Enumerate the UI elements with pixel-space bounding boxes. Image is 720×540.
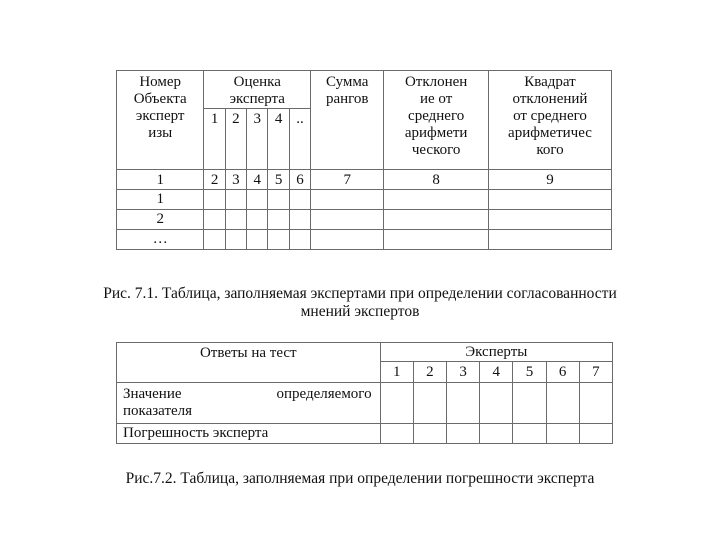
caption-line: мнений экспертов [300, 303, 420, 320]
expert-number-cell: 3 [446, 362, 479, 383]
header-squared-deviation: Квадрат отклонений от среднего арифметичес кого [488, 71, 611, 170]
row-label: 2 [117, 210, 204, 230]
expert-error-table [116, 342, 613, 444]
row-label-error: Погрешность эксперта [117, 424, 381, 444]
figure-caption-7-2: Рис.7.2. Таблица, заполняемая при определении погрешности эксперта [125, 470, 595, 487]
column-number-cell: 2 [204, 170, 225, 190]
column-number-row [117, 170, 612, 190]
column-number-cell: 6 [289, 170, 310, 190]
column-number-cell: 8 [384, 170, 489, 190]
row-label-value [117, 383, 381, 424]
row-label-line: показателя [123, 403, 193, 419]
expert-number-cell: 2 [413, 362, 446, 383]
expert-number-cell: .. [289, 109, 310, 170]
expert-number-cell: 1 [380, 362, 413, 383]
table-row [117, 383, 613, 424]
row-label: 1 [117, 190, 204, 210]
column-number-cell: 3 [225, 170, 246, 190]
row-label-word: Значение [123, 386, 182, 402]
column-number-cell: 7 [311, 170, 384, 190]
header-expert-score: Оценка эксперта [204, 71, 311, 109]
expert-ranking-table [116, 70, 612, 250]
table-row [117, 230, 612, 250]
expert-number-cell: 7 [579, 362, 612, 383]
expert-number-cell: 6 [546, 362, 579, 383]
column-number-cell: 9 [488, 170, 611, 190]
column-number-cell: 4 [247, 170, 268, 190]
table-row [117, 424, 613, 444]
expert-number-cell: 4 [480, 362, 513, 383]
header-rank-sum: Сумма рангов [311, 71, 384, 170]
expert-number-cell: 3 [247, 109, 268, 170]
header-deviation: Отклонен ие от среднего арифмети ческого [384, 71, 489, 170]
row-label-word: определяемого [276, 386, 372, 402]
table-row [117, 210, 612, 230]
header-test-answers: Ответы на тест [117, 343, 381, 383]
column-number-cell: 5 [268, 170, 289, 190]
expert-number-cell: 2 [225, 109, 246, 170]
expert-number-cell: 1 [204, 109, 225, 170]
column-number-cell: 1 [117, 170, 204, 190]
caption-line: Рис. 7.1. Таблица, заполняемая экспертами при определении согласованности [103, 285, 617, 302]
row-label: … [117, 230, 204, 250]
header-experts: Эксперты [380, 343, 612, 362]
expert-number-cell: 5 [513, 362, 546, 383]
table-row [117, 190, 612, 210]
header-object-number: Номер Объекта эксперт изы [117, 71, 204, 170]
expert-number-cell: 4 [268, 109, 289, 170]
figure-caption-7-1 [0, 285, 720, 321]
